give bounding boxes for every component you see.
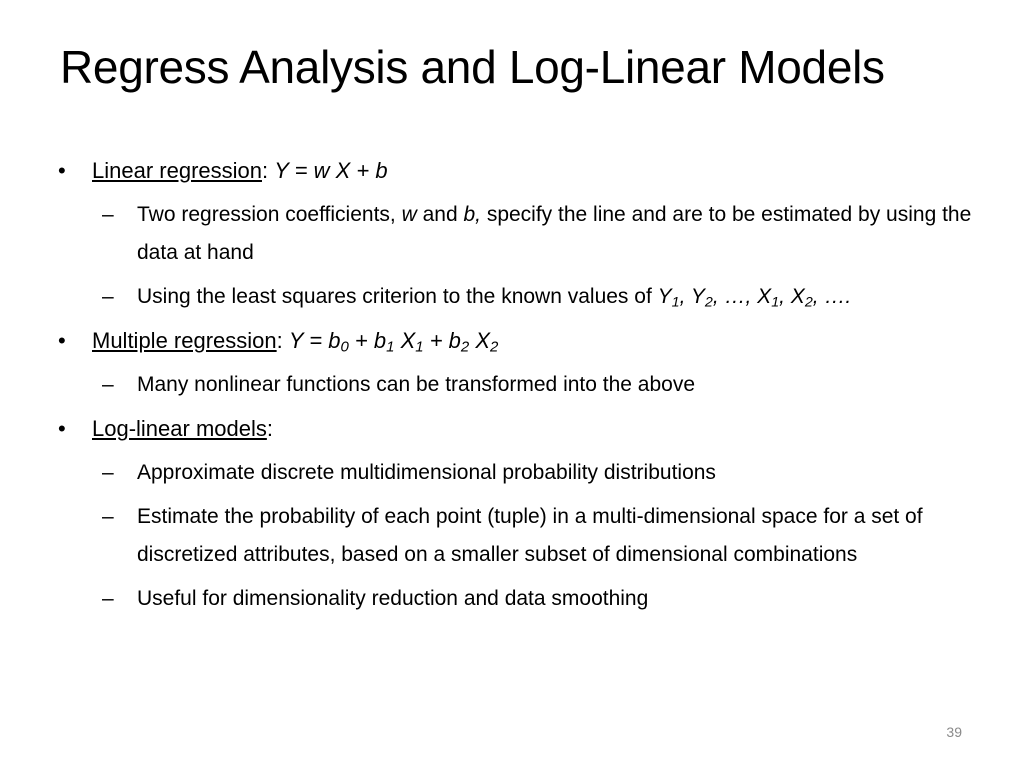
bullet-marker: •: [58, 328, 66, 353]
slide-title: Regress Analysis and Log-Linear Models: [60, 41, 885, 93]
subscript: 2: [704, 294, 713, 311]
sub-bullet-useful: [92, 580, 978, 618]
sub-bullet-text: Estimate the probability of each point (tuple) in a multi-dimensional space for a set of discretized attributes, based on a smaller subset of dimensional combinations: [137, 505, 923, 566]
subscript: 2: [804, 294, 813, 311]
var-y1: Y: [657, 285, 672, 308]
sub-bullet-approximate: [92, 454, 978, 492]
dash-marker: –: [102, 203, 114, 226]
text-segment: specify the line and are to be estimated by using the data at hand: [137, 203, 972, 264]
separator: , …,: [712, 285, 758, 308]
term-colon: :: [266, 416, 273, 441]
text-segment: and: [416, 203, 464, 226]
bullet-marker: •: [58, 416, 66, 441]
separator: , ….: [812, 285, 852, 308]
bullet-multiple-regression: [58, 322, 978, 360]
sub-bullet-nonlinear: [92, 366, 978, 404]
formula-multiple: $Y = b_0 + b_1$ $X_1 + b_2$ $X_2$: [288, 328, 499, 356]
slide-number: 39: [946, 724, 962, 740]
bullet-marker: •: [58, 158, 66, 183]
dash-marker: –: [102, 373, 114, 396]
dash-marker: –: [102, 587, 114, 610]
dash-marker: –: [102, 285, 114, 308]
subscript: 1: [771, 294, 780, 311]
sub-bullet-text: Useful for dimensionality reduction and data smoothing: [137, 587, 649, 610]
slide-content: [58, 152, 978, 624]
term-log-linear-models: Log-linear models: [92, 416, 267, 441]
separator: ,: [679, 285, 691, 308]
var-y2: Y: [690, 285, 705, 308]
separator: ,: [779, 285, 791, 308]
sub-bullet-least-squares: [92, 278, 978, 316]
var-w: w: [401, 203, 417, 226]
sub-bullet-coefficients: [92, 196, 978, 272]
sub-bullet-text: Approximate discrete multidimensional probability distributions: [137, 461, 716, 484]
sub-bullet-text: Many nonlinear functions can be transformed into the above: [137, 373, 696, 396]
term-multiple-regression: Multiple regression: [92, 328, 277, 353]
var-x2: X: [790, 285, 805, 308]
var-x1: X: [757, 285, 772, 308]
var-b: b,: [463, 203, 481, 226]
bullet-log-linear-models: [58, 410, 978, 448]
dash-marker: –: [102, 461, 114, 484]
text-segment: Two regression coefficients,: [137, 203, 402, 226]
term-colon: :: [261, 158, 269, 183]
term-colon: :: [276, 328, 283, 353]
subscript: 1: [671, 294, 680, 311]
term-linear-regression: Linear regression: [92, 158, 262, 183]
text-segment: Using the least squares criterion to the known values of: [137, 285, 658, 308]
dash-marker: –: [102, 505, 114, 528]
sub-bullet-estimate: [92, 498, 978, 574]
formula-linear: Y = w X + b: [274, 158, 388, 183]
bullet-linear-regression: [58, 152, 978, 190]
